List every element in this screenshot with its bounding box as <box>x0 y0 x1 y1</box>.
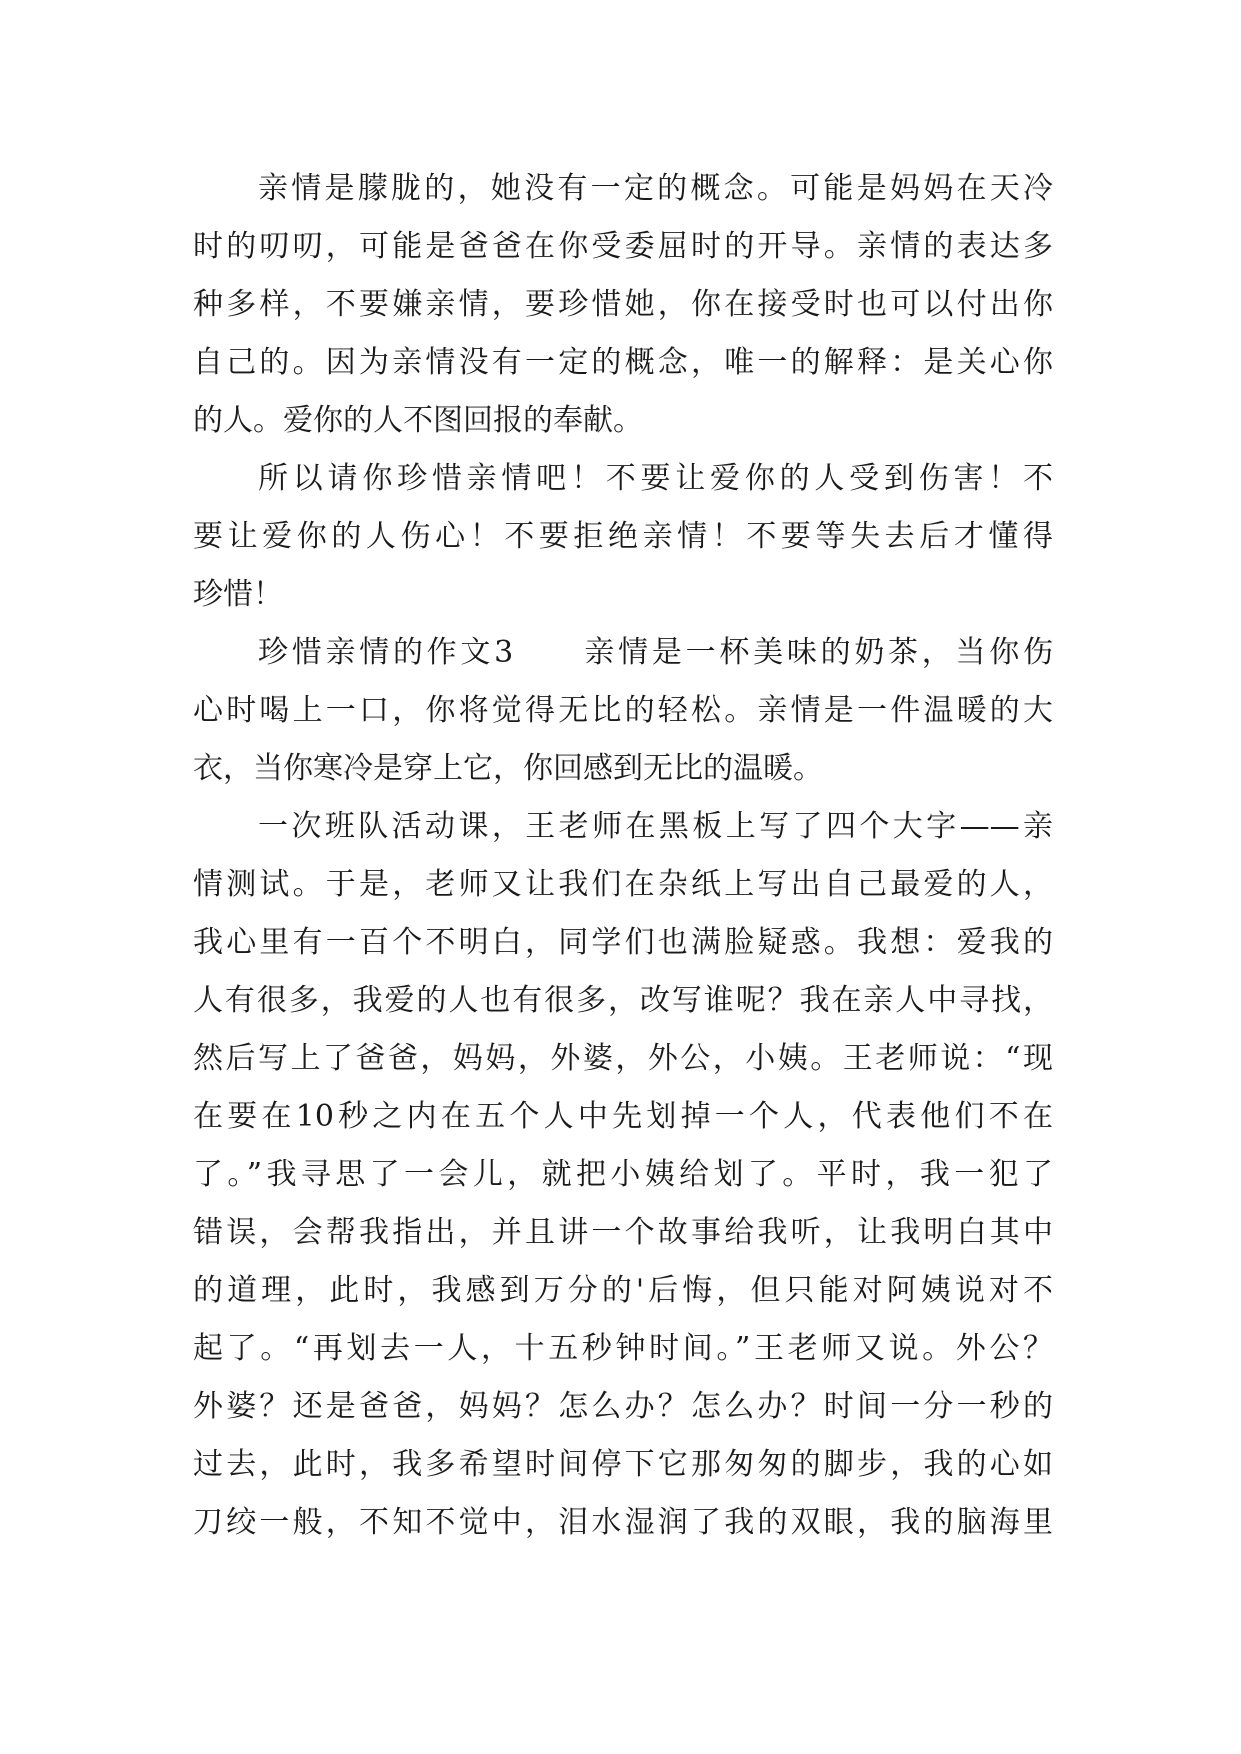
paragraph-line: 种多样，不要嫌亲情，要珍惜她，你在接受时也可以付出你 <box>193 287 1053 322</box>
paragraph-line: 我心里有一百个不明白，同学们也满脸疑惑。我想：爱我的 <box>193 925 1053 960</box>
paragraph-line: 珍惜亲情的作文3 亲情是一杯美味的奶茶，当你伤 <box>258 635 1053 670</box>
paragraph-line: 衣，当你寒冷是穿上它，你回感到无比的温暖。 <box>193 751 823 786</box>
paragraph-line: 刀绞一般，不知不觉中，泪水湿润了我的双眼，我的脑海里 <box>193 1505 1053 1540</box>
paragraph-line: 亲情是朦胧的，她没有一定的概念。可能是妈妈在天冷 <box>258 171 1053 206</box>
paragraph-line: 所以请你珍惜亲情吧！不要让爱你的人受到伤害！不 <box>258 461 1053 496</box>
paragraph-line: 情测试。于是，老师又让我们在杂纸上写出自己最爱的人， <box>193 867 1053 902</box>
paragraph-line: 在要在10秒之内在五个人中先划掉一个人，代表他们不在 <box>193 1099 1053 1134</box>
paragraph-line: 的道理，此时，我感到万分的'后悔，但只能对阿姨说对不 <box>193 1273 1053 1308</box>
paragraph-line: 了。”我寻思了一会儿，就把小姨给划了。平时，我一犯了 <box>193 1157 1053 1192</box>
paragraph-line: 然后写上了爸爸，妈妈，外婆，外公，小姨。王老师说：“现 <box>193 1041 1053 1076</box>
paragraph-line: 珍惜！ <box>193 577 283 612</box>
paragraph-line: 心时喝上一口，你将觉得无比的轻松。亲情是一件温暖的大 <box>193 693 1053 728</box>
paragraph-line: 一次班队活动课，王老师在黑板上写了四个大字——亲 <box>258 809 1053 844</box>
paragraph-line: 过去，此时，我多希望时间停下它那匆匆的脚步，我的心如 <box>193 1447 1053 1482</box>
paragraph-line: 要让爱你的人伤心！不要拒绝亲情！不要等失去后才懂得 <box>193 519 1053 554</box>
paragraph-line: 外婆？还是爸爸，妈妈？怎么办？怎么办？时间一分一秒的 <box>193 1389 1053 1424</box>
paragraph-line: 时的叨叨，可能是爸爸在你受委屈时的开导。亲情的表达多 <box>193 229 1053 264</box>
paragraph-line: 错误，会帮我指出，并且讲一个故事给我听，让我明白其中 <box>193 1215 1053 1250</box>
paragraph-line: 自己的。因为亲情没有一定的概念，唯一的解释：是关心你 <box>193 345 1053 380</box>
paragraph-line: 的人。爱你的人不图回报的奉献。 <box>193 403 643 438</box>
paragraph-line: 起了。“再划去一人，十五秒钟时间。”王老师又说。外公？ <box>193 1331 1053 1366</box>
paragraph-line: 人有很多，我爱的人也有很多，改写谁呢？我在亲人中寻找， <box>193 983 1053 1018</box>
